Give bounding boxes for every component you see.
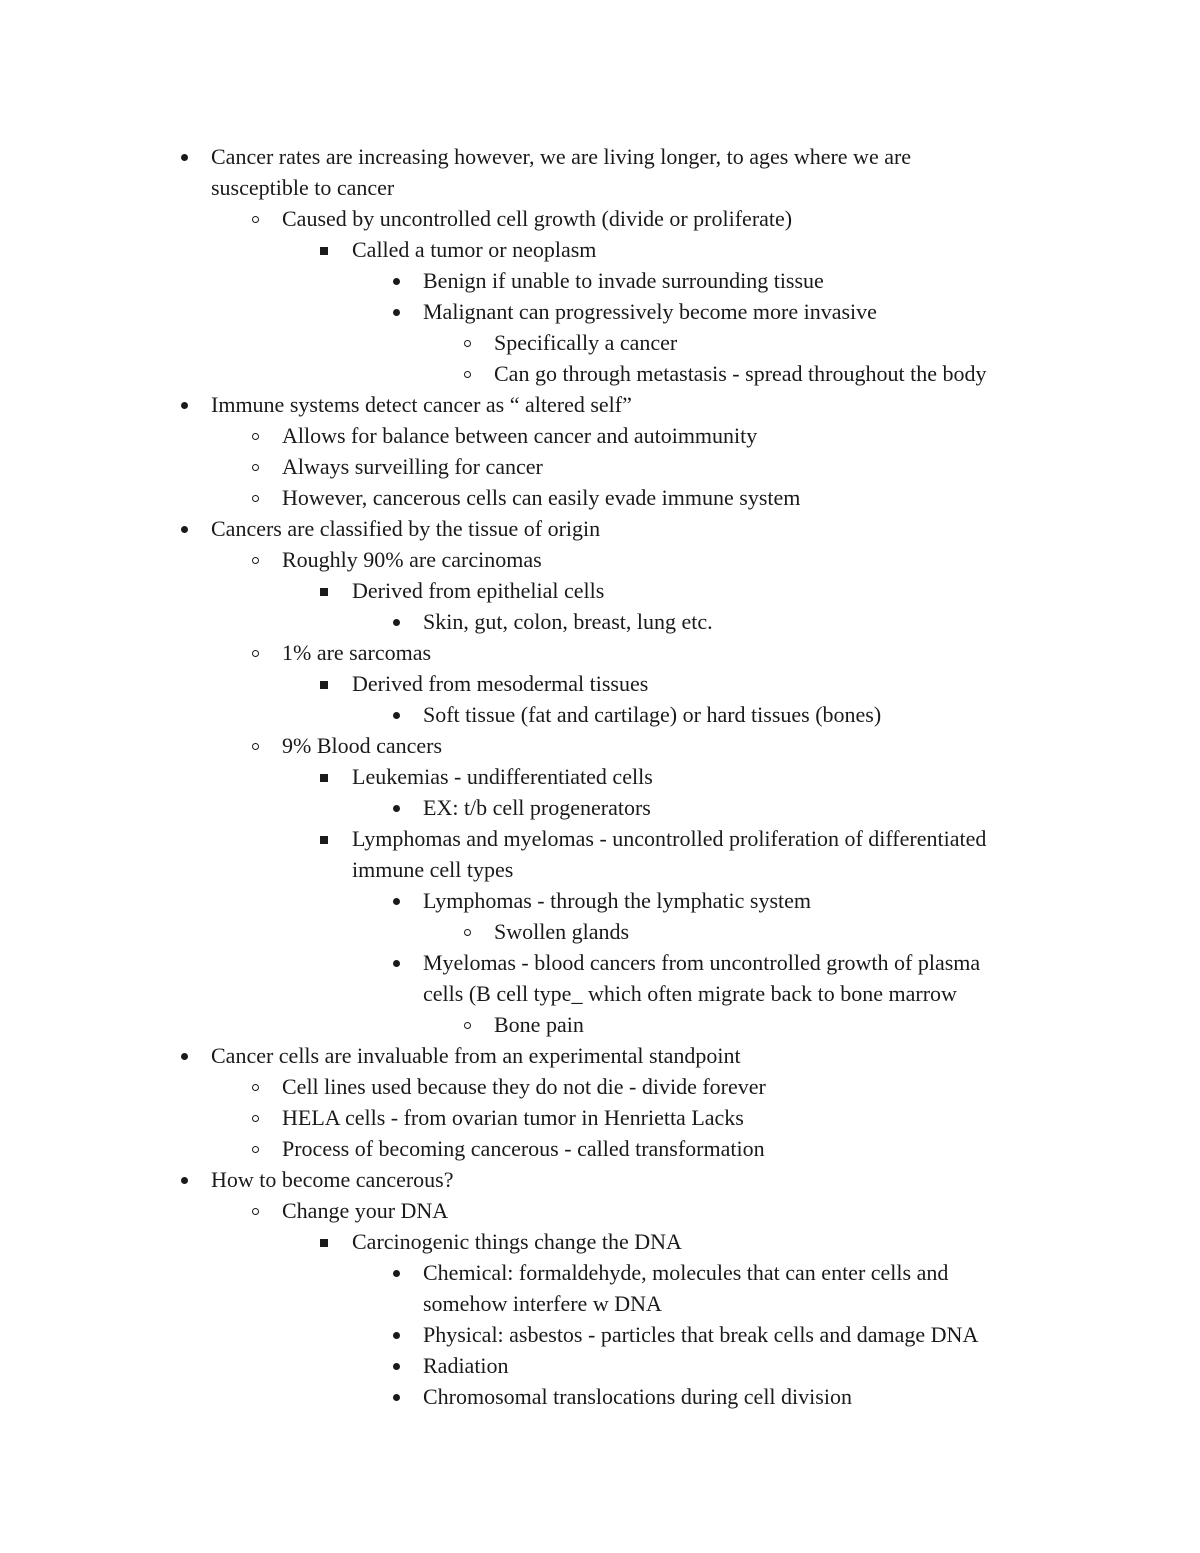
circle-bullet-icon [252,1146,259,1153]
list-item-text: Roughly 90% are carcinomas [282,547,542,572]
list-item-text: Carcinogenic things change the DNA [352,1229,682,1254]
square-bullet-icon [320,588,328,596]
disc-bullet-icon [393,805,400,812]
list-item-text: Derived from mesodermal tissues [352,671,649,696]
square-bullet-icon [320,247,328,255]
circle-bullet-icon [252,1208,259,1215]
list-item-text: cells (B cell type_ which often migrate back to bone marrow [423,981,957,1006]
list-item-text: However, cancerous cells can easily evade immune system [282,485,801,510]
list-item-text: 1% are sarcomas [282,640,432,665]
disc-bullet-icon [393,278,400,285]
list-item-text: Cancers are classified by the tissue of origin [211,516,601,541]
circle-bullet-icon [252,1115,259,1122]
list-item-text: Chromosomal translocations during cell division [423,1384,852,1409]
disc-bullet-icon [393,309,400,316]
circle-bullet-icon [464,371,471,378]
list-item-text: Immune systems detect cancer as “ altered self” [211,392,632,417]
circle-bullet-icon [252,216,259,223]
list-item-text: EX: t/b cell progenerators [423,795,651,820]
disc-bullet-icon [181,1177,188,1184]
list-item-text: 9% Blood cancers [282,733,443,758]
circle-bullet-icon [464,340,471,347]
square-bullet-icon [320,836,328,844]
list-item-text: susceptible to cancer [211,175,395,200]
disc-bullet-icon [393,1270,400,1277]
disc-bullet-icon [393,1394,400,1401]
disc-bullet-icon [393,1363,400,1370]
list-item-text: Cancer cells are invaluable from an experimental standpoint [211,1043,741,1068]
square-bullet-icon [320,681,328,689]
list-item-text: HELA cells - from ovarian tumor in Henrietta Lacks [282,1105,744,1130]
disc-bullet-icon [181,154,188,161]
list-item-text: Cancer rates are increasing however, we are living longer, to ages where we are [211,144,912,169]
circle-bullet-icon [252,650,259,657]
disc-bullet-icon [393,960,400,967]
circle-bullet-icon [252,743,259,750]
list-item-text: Skin, gut, colon, breast, lung etc. [423,609,713,634]
disc-bullet-icon [181,526,188,533]
disc-bullet-icon [393,898,400,905]
circle-bullet-icon [464,929,471,936]
list-item-text: Caused by uncontrolled cell growth (divide or proliferate) [282,206,793,231]
list-item-text: Process of becoming cancerous - called transformation [282,1136,765,1161]
square-bullet-icon [320,774,328,782]
list-item-text: immune cell types [352,857,514,882]
disc-bullet-icon [393,712,400,719]
list-item-text: Myelomas - blood cancers from uncontrolled growth of plasma [423,950,981,975]
disc-bullet-icon [181,402,188,409]
square-bullet-icon [320,1239,328,1247]
list-item-text: Always surveilling for cancer [282,454,543,479]
list-item-text: Radiation [423,1353,509,1378]
list-item-text: Lymphomas and myelomas - uncontrolled proliferation of differentiated [352,826,987,851]
list-item-text: Malignant can progressively become more invasive [423,299,877,324]
list-item-text: Derived from epithelial cells [352,578,605,603]
list-item-text: somehow interfere w DNA [423,1291,662,1316]
list-item-text: Swollen glands [494,919,630,944]
list-item-text: Called a tumor or neoplasm [352,237,597,262]
list-item-text: Specifically a cancer [494,330,678,355]
circle-bullet-icon [252,495,259,502]
circle-bullet-icon [252,557,259,564]
disc-bullet-icon [393,619,400,626]
list-item-text: Physical: asbestos - particles that break cells and damage DNA [423,1322,979,1347]
list-item-text: Chemical: formaldehyde, molecules that can enter cells and [423,1260,949,1285]
disc-bullet-icon [393,1332,400,1339]
list-item-text: How to become cancerous? [211,1167,454,1192]
circle-bullet-icon [252,1084,259,1091]
list-item-text: Allows for balance between cancer and autoimmunity [282,423,758,448]
list-item-text: Lymphomas - through the lymphatic system [423,888,812,913]
circle-bullet-icon [464,1022,471,1029]
circle-bullet-icon [252,464,259,471]
list-item-text: Leukemias - undifferentiated cells [352,764,653,789]
list-item-text: Change your DNA [282,1198,449,1223]
disc-bullet-icon [181,1053,188,1060]
list-item-text: Cell lines used because they do not die - divide forever [282,1074,766,1099]
list-item-text: Can go through metastasis - spread throughout the body [494,361,987,386]
circle-bullet-icon [252,433,259,440]
list-item-text: Soft tissue (fat and cartilage) or hard tissues (bones) [423,702,882,727]
list-item-text: Bone pain [494,1012,584,1037]
list-item-text: Benign if unable to invade surrounding tissue [423,268,824,293]
